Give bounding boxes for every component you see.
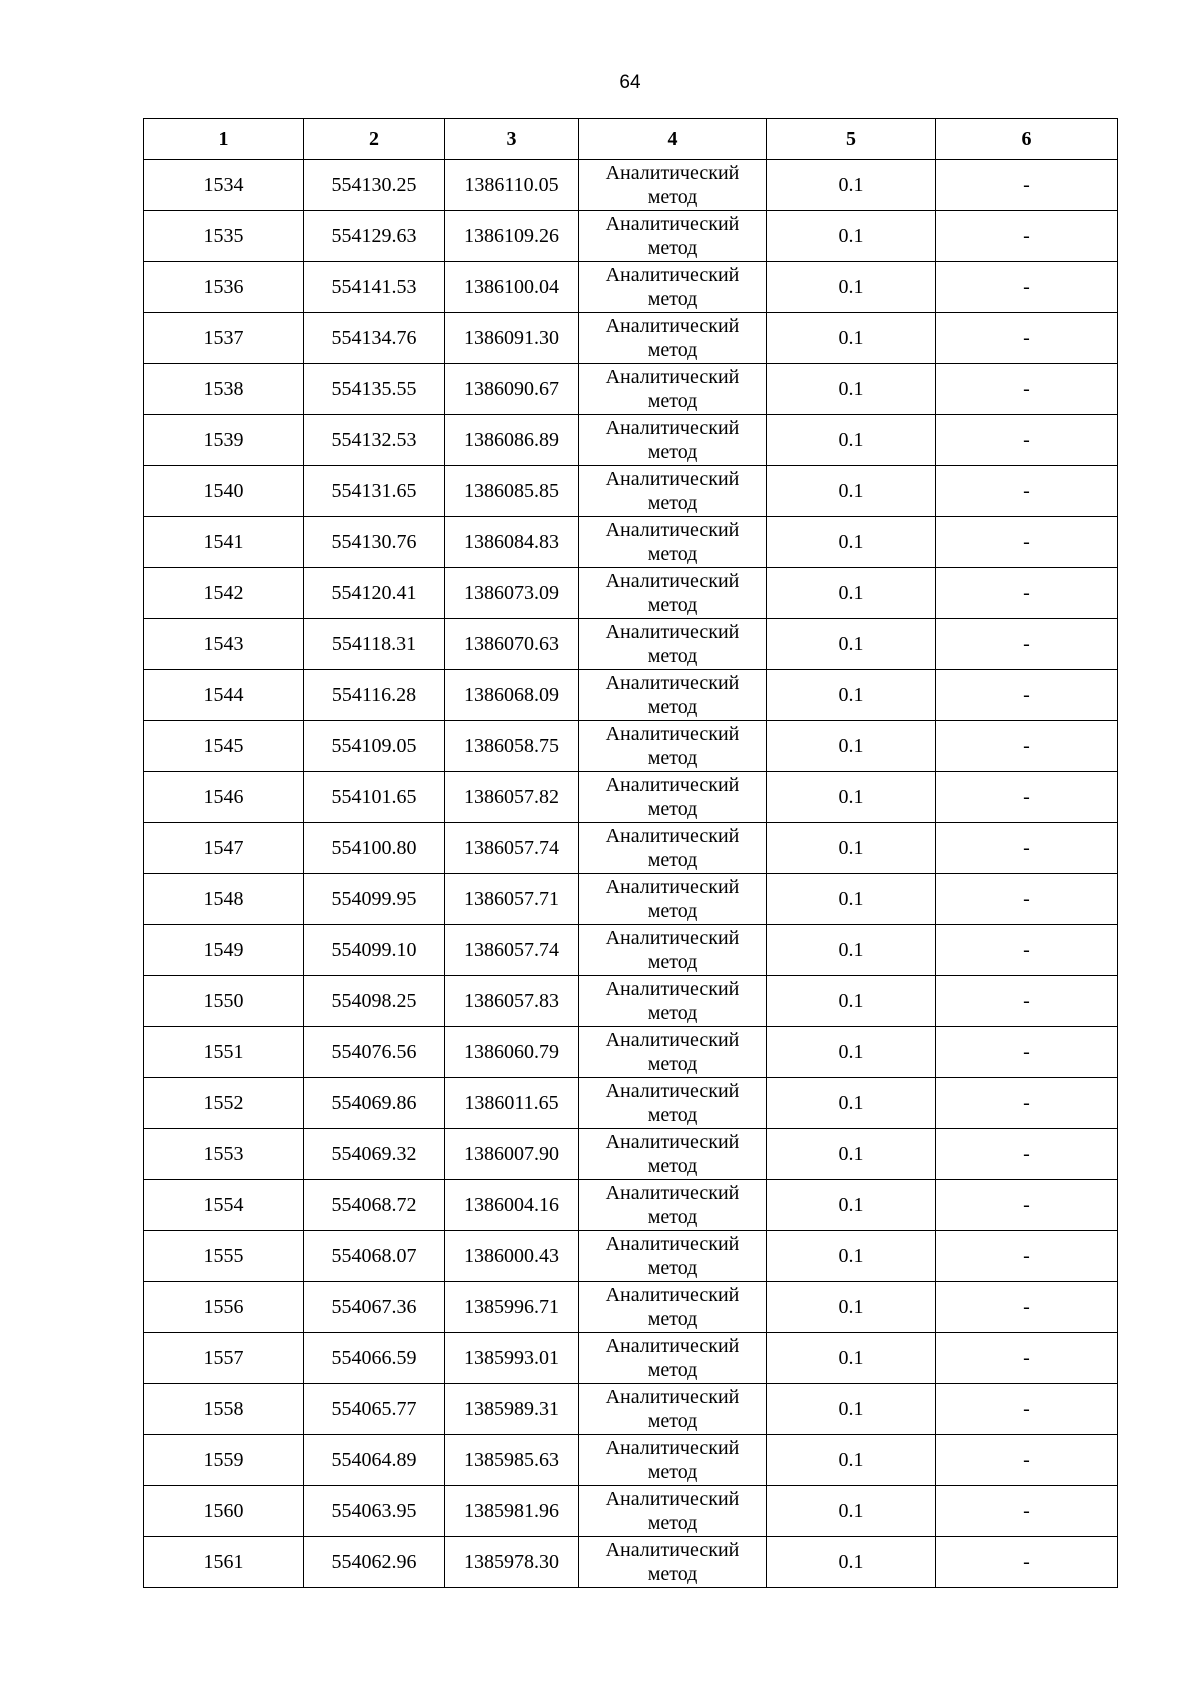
method-line-2: метод	[647, 696, 698, 718]
method-line-2: метод	[647, 900, 698, 922]
note-cell: -	[936, 1078, 1118, 1129]
method-cell	[579, 466, 767, 517]
point-number-cell: 1557	[144, 1333, 304, 1384]
method-line-2: метод	[647, 1410, 698, 1432]
y-coordinate-cell: 1386057.74	[445, 925, 579, 976]
method-line-1: Аналитический	[605, 1182, 740, 1204]
y-coordinate-cell: 1386068.09	[445, 670, 579, 721]
table-body	[144, 160, 1118, 1588]
method-cell	[579, 1180, 767, 1231]
accuracy-cell: 0.1	[767, 1537, 936, 1588]
method-line-1: Аналитический	[605, 723, 740, 745]
method-line-1: Аналитический	[605, 1029, 740, 1051]
note-cell: -	[936, 211, 1118, 262]
method-line-1: Аналитический	[605, 1335, 740, 1357]
method-line-2: метод	[647, 441, 698, 463]
table-row	[144, 313, 1118, 364]
table-row	[144, 1180, 1118, 1231]
point-number-cell: 1545	[144, 721, 304, 772]
method-line-2: метод	[647, 186, 698, 208]
point-number-cell: 1550	[144, 976, 304, 1027]
x-coordinate-cell: 554068.07	[304, 1231, 445, 1282]
accuracy-cell: 0.1	[767, 415, 936, 466]
note-cell: -	[936, 160, 1118, 211]
table-row	[144, 466, 1118, 517]
method-cell	[579, 1078, 767, 1129]
method-cell	[579, 262, 767, 313]
point-number-cell: 1555	[144, 1231, 304, 1282]
accuracy-cell: 0.1	[767, 1027, 936, 1078]
method-line-1: Аналитический	[605, 1284, 740, 1306]
x-coordinate-cell: 554067.36	[304, 1282, 445, 1333]
y-coordinate-cell: 1386073.09	[445, 568, 579, 619]
note-cell: -	[936, 313, 1118, 364]
method-cell	[579, 823, 767, 874]
y-coordinate-cell: 1386000.43	[445, 1231, 579, 1282]
method-cell	[579, 211, 767, 262]
table-row	[144, 670, 1118, 721]
method-line-2: метод	[647, 747, 698, 769]
x-coordinate-cell: 554135.55	[304, 364, 445, 415]
y-coordinate-cell: 1385993.01	[445, 1333, 579, 1384]
note-cell: -	[936, 466, 1118, 517]
method-line-1: Аналитический	[605, 1539, 740, 1561]
coordinates-table	[143, 118, 1118, 1588]
method-cell	[579, 976, 767, 1027]
point-number-cell: 1535	[144, 211, 304, 262]
table-row	[144, 1435, 1118, 1486]
accuracy-cell: 0.1	[767, 1282, 936, 1333]
x-coordinate-cell: 554129.63	[304, 211, 445, 262]
method-line-1: Аналитический	[605, 468, 740, 490]
method-cell	[579, 772, 767, 823]
note-cell: -	[936, 772, 1118, 823]
point-number-cell: 1543	[144, 619, 304, 670]
method-line-2: метод	[647, 390, 698, 412]
x-coordinate-cell: 554064.89	[304, 1435, 445, 1486]
point-number-cell: 1561	[144, 1537, 304, 1588]
table-row	[144, 211, 1118, 262]
accuracy-cell: 0.1	[767, 1486, 936, 1537]
y-coordinate-cell: 1386060.79	[445, 1027, 579, 1078]
note-cell: -	[936, 1282, 1118, 1333]
point-number-cell: 1534	[144, 160, 304, 211]
method-line-2: метод	[647, 1359, 698, 1381]
point-number-cell: 1558	[144, 1384, 304, 1435]
method-line-2: метод	[647, 492, 698, 514]
x-coordinate-cell: 554068.72	[304, 1180, 445, 1231]
method-line-1: Аналитический	[605, 315, 740, 337]
y-coordinate-cell: 1386100.04	[445, 262, 579, 313]
method-cell	[579, 313, 767, 364]
y-coordinate-cell: 1386110.05	[445, 160, 579, 211]
table-row	[144, 1078, 1118, 1129]
x-coordinate-cell: 554099.10	[304, 925, 445, 976]
x-coordinate-cell: 554116.28	[304, 670, 445, 721]
y-coordinate-cell: 1386057.71	[445, 874, 579, 925]
point-number-cell: 1539	[144, 415, 304, 466]
note-cell: -	[936, 364, 1118, 415]
y-coordinate-cell: 1386086.89	[445, 415, 579, 466]
y-coordinate-cell: 1386011.65	[445, 1078, 579, 1129]
method-cell	[579, 619, 767, 670]
column-header-1: 1	[144, 119, 304, 160]
method-line-1: Аналитический	[605, 876, 740, 898]
point-number-cell: 1554	[144, 1180, 304, 1231]
column-header-6: 6	[936, 119, 1118, 160]
column-header-4: 4	[579, 119, 767, 160]
accuracy-cell: 0.1	[767, 1333, 936, 1384]
method-line-2: метод	[647, 339, 698, 361]
table-row	[144, 721, 1118, 772]
method-line-2: метод	[647, 645, 698, 667]
method-cell	[579, 364, 767, 415]
method-line-2: метод	[647, 1257, 698, 1279]
method-line-2: метод	[647, 1053, 698, 1075]
table-row	[144, 1282, 1118, 1333]
x-coordinate-cell: 554069.86	[304, 1078, 445, 1129]
note-cell: -	[936, 670, 1118, 721]
x-coordinate-cell: 554131.65	[304, 466, 445, 517]
method-cell	[579, 1435, 767, 1486]
accuracy-cell: 0.1	[767, 721, 936, 772]
accuracy-cell: 0.1	[767, 925, 936, 976]
x-coordinate-cell: 554100.80	[304, 823, 445, 874]
table-row	[144, 823, 1118, 874]
y-coordinate-cell: 1386057.74	[445, 823, 579, 874]
method-line-1: Аналитический	[605, 1437, 740, 1459]
note-cell: -	[936, 1129, 1118, 1180]
x-coordinate-cell: 554099.95	[304, 874, 445, 925]
accuracy-cell: 0.1	[767, 1384, 936, 1435]
column-header-2: 2	[304, 119, 445, 160]
point-number-cell: 1552	[144, 1078, 304, 1129]
table-row	[144, 1333, 1118, 1384]
table-row	[144, 1537, 1118, 1588]
table-row	[144, 619, 1118, 670]
table-row	[144, 976, 1118, 1027]
method-cell	[579, 568, 767, 619]
table-row	[144, 415, 1118, 466]
method-line-2: метод	[647, 1104, 698, 1126]
method-line-1: Аналитический	[605, 1080, 740, 1102]
y-coordinate-cell: 1385989.31	[445, 1384, 579, 1435]
accuracy-cell: 0.1	[767, 211, 936, 262]
page-number: 64	[619, 72, 641, 93]
y-coordinate-cell: 1386007.90	[445, 1129, 579, 1180]
method-line-1: Аналитический	[605, 774, 740, 796]
y-coordinate-cell: 1385978.30	[445, 1537, 579, 1588]
accuracy-cell: 0.1	[767, 313, 936, 364]
accuracy-cell: 0.1	[767, 1078, 936, 1129]
point-number-cell: 1538	[144, 364, 304, 415]
point-number-cell: 1547	[144, 823, 304, 874]
y-coordinate-cell: 1386084.83	[445, 517, 579, 568]
y-coordinate-cell: 1385985.63	[445, 1435, 579, 1486]
method-cell	[579, 1129, 767, 1180]
method-line-1: Аналитический	[605, 1131, 740, 1153]
accuracy-cell: 0.1	[767, 1435, 936, 1486]
x-coordinate-cell: 554130.25	[304, 160, 445, 211]
method-line-2: метод	[647, 849, 698, 871]
y-coordinate-cell: 1385996.71	[445, 1282, 579, 1333]
method-line-1: Аналитический	[605, 978, 740, 1000]
accuracy-cell: 0.1	[767, 364, 936, 415]
method-cell	[579, 160, 767, 211]
x-coordinate-cell: 554130.76	[304, 517, 445, 568]
table-row	[144, 364, 1118, 415]
point-number-cell: 1544	[144, 670, 304, 721]
method-line-2: метод	[647, 1002, 698, 1024]
x-coordinate-cell: 554141.53	[304, 262, 445, 313]
accuracy-cell: 0.1	[767, 1129, 936, 1180]
method-cell	[579, 1537, 767, 1588]
accuracy-cell: 0.1	[767, 619, 936, 670]
accuracy-cell: 0.1	[767, 670, 936, 721]
x-coordinate-cell: 554120.41	[304, 568, 445, 619]
method-line-2: метод	[647, 237, 698, 259]
method-cell	[579, 1282, 767, 1333]
method-line-2: метод	[647, 1461, 698, 1483]
table-row	[144, 160, 1118, 211]
method-line-1: Аналитический	[605, 366, 740, 388]
note-cell: -	[936, 415, 1118, 466]
point-number-cell: 1540	[144, 466, 304, 517]
note-cell: -	[936, 1537, 1118, 1588]
method-line-2: метод	[647, 1206, 698, 1228]
note-cell: -	[936, 1231, 1118, 1282]
x-coordinate-cell: 554101.65	[304, 772, 445, 823]
x-coordinate-cell: 554065.77	[304, 1384, 445, 1435]
method-line-2: метод	[647, 951, 698, 973]
method-cell	[579, 1027, 767, 1078]
method-line-1: Аналитический	[605, 162, 740, 184]
table-row	[144, 1129, 1118, 1180]
method-line-2: метод	[647, 594, 698, 616]
method-cell	[579, 1333, 767, 1384]
method-line-1: Аналитический	[605, 264, 740, 286]
x-coordinate-cell: 554109.05	[304, 721, 445, 772]
note-cell: -	[936, 619, 1118, 670]
note-cell: -	[936, 1333, 1118, 1384]
x-coordinate-cell: 554134.76	[304, 313, 445, 364]
method-line-2: метод	[647, 288, 698, 310]
method-line-1: Аналитический	[605, 1386, 740, 1408]
method-line-2: метод	[647, 1308, 698, 1330]
method-line-1: Аналитический	[605, 570, 740, 592]
point-number-cell: 1541	[144, 517, 304, 568]
table-row	[144, 874, 1118, 925]
note-cell: -	[936, 1435, 1118, 1486]
table-row	[144, 568, 1118, 619]
y-coordinate-cell: 1386058.75	[445, 721, 579, 772]
method-cell	[579, 874, 767, 925]
method-line-1: Аналитический	[605, 213, 740, 235]
note-cell: -	[936, 1486, 1118, 1537]
accuracy-cell: 0.1	[767, 976, 936, 1027]
accuracy-cell: 0.1	[767, 1231, 936, 1282]
method-cell	[579, 925, 767, 976]
accuracy-cell: 0.1	[767, 466, 936, 517]
note-cell: -	[936, 1180, 1118, 1231]
note-cell: -	[936, 976, 1118, 1027]
note-cell: -	[936, 721, 1118, 772]
y-coordinate-cell: 1386091.30	[445, 313, 579, 364]
note-cell: -	[936, 823, 1118, 874]
method-line-2: метод	[647, 798, 698, 820]
method-line-1: Аналитический	[605, 672, 740, 694]
method-line-1: Аналитический	[605, 1488, 740, 1510]
y-coordinate-cell: 1386085.85	[445, 466, 579, 517]
method-line-1: Аналитический	[605, 519, 740, 541]
note-cell: -	[936, 568, 1118, 619]
table-row	[144, 262, 1118, 313]
table-row	[144, 1231, 1118, 1282]
method-line-1: Аналитический	[605, 927, 740, 949]
point-number-cell: 1549	[144, 925, 304, 976]
accuracy-cell: 0.1	[767, 823, 936, 874]
accuracy-cell: 0.1	[767, 262, 936, 313]
table-row	[144, 925, 1118, 976]
accuracy-cell: 0.1	[767, 874, 936, 925]
method-line-1: Аналитический	[605, 417, 740, 439]
x-coordinate-cell: 554076.56	[304, 1027, 445, 1078]
y-coordinate-cell: 1386057.82	[445, 772, 579, 823]
point-number-cell: 1560	[144, 1486, 304, 1537]
point-number-cell: 1548	[144, 874, 304, 925]
method-line-2: метод	[647, 1155, 698, 1177]
accuracy-cell: 0.1	[767, 160, 936, 211]
method-cell	[579, 1486, 767, 1537]
y-coordinate-cell: 1386070.63	[445, 619, 579, 670]
x-coordinate-cell: 554098.25	[304, 976, 445, 1027]
note-cell: -	[936, 925, 1118, 976]
table-header-row	[144, 119, 1118, 160]
y-coordinate-cell: 1386004.16	[445, 1180, 579, 1231]
method-line-2: метод	[647, 1512, 698, 1534]
point-number-cell: 1537	[144, 313, 304, 364]
note-cell: -	[936, 1384, 1118, 1435]
table-row	[144, 1486, 1118, 1537]
table-row	[144, 772, 1118, 823]
point-number-cell: 1542	[144, 568, 304, 619]
method-cell	[579, 1231, 767, 1282]
accuracy-cell: 0.1	[767, 772, 936, 823]
method-line-1: Аналитический	[605, 621, 740, 643]
y-coordinate-cell: 1385981.96	[445, 1486, 579, 1537]
method-cell	[579, 517, 767, 568]
point-number-cell: 1546	[144, 772, 304, 823]
x-coordinate-cell: 554063.95	[304, 1486, 445, 1537]
point-number-cell: 1551	[144, 1027, 304, 1078]
note-cell: -	[936, 517, 1118, 568]
point-number-cell: 1559	[144, 1435, 304, 1486]
accuracy-cell: 0.1	[767, 1180, 936, 1231]
table-row	[144, 517, 1118, 568]
table-row	[144, 1384, 1118, 1435]
column-header-3: 3	[445, 119, 579, 160]
method-line-2: метод	[647, 543, 698, 565]
y-coordinate-cell: 1386057.83	[445, 976, 579, 1027]
accuracy-cell: 0.1	[767, 517, 936, 568]
y-coordinate-cell: 1386109.26	[445, 211, 579, 262]
note-cell: -	[936, 262, 1118, 313]
x-coordinate-cell: 554132.53	[304, 415, 445, 466]
x-coordinate-cell: 554069.32	[304, 1129, 445, 1180]
x-coordinate-cell: 554118.31	[304, 619, 445, 670]
method-line-1: Аналитический	[605, 825, 740, 847]
method-cell	[579, 415, 767, 466]
accuracy-cell: 0.1	[767, 568, 936, 619]
y-coordinate-cell: 1386090.67	[445, 364, 579, 415]
table-row	[144, 1027, 1118, 1078]
method-cell	[579, 670, 767, 721]
point-number-cell: 1556	[144, 1282, 304, 1333]
x-coordinate-cell: 554066.59	[304, 1333, 445, 1384]
method-line-2: метод	[647, 1563, 698, 1585]
column-header-5: 5	[767, 119, 936, 160]
note-cell: -	[936, 874, 1118, 925]
note-cell: -	[936, 1027, 1118, 1078]
method-line-1: Аналитический	[605, 1233, 740, 1255]
point-number-cell: 1536	[144, 262, 304, 313]
method-cell	[579, 721, 767, 772]
x-coordinate-cell: 554062.96	[304, 1537, 445, 1588]
point-number-cell: 1553	[144, 1129, 304, 1180]
method-cell	[579, 1384, 767, 1435]
